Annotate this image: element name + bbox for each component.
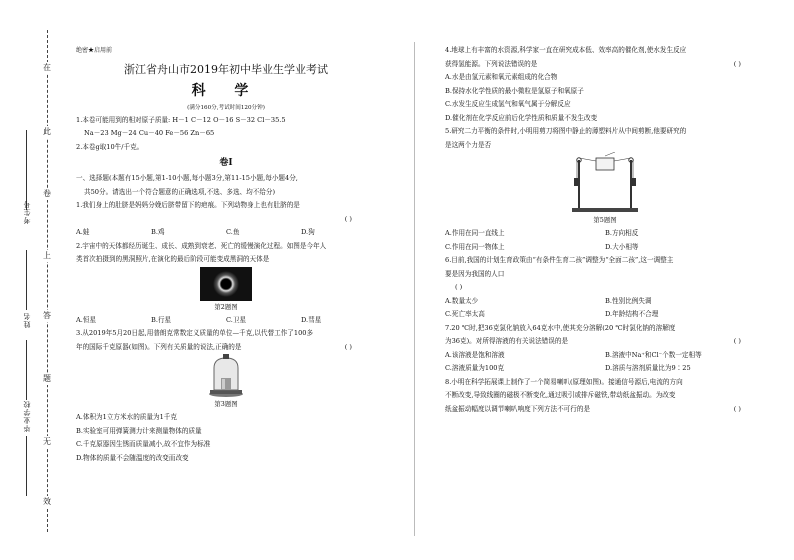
option: C.作用在同一物体上 (445, 242, 505, 251)
question-4-stem: 获得氢能源。下列说法错误的是 ( ) (445, 59, 741, 68)
option: B.鸡 (151, 228, 165, 236)
figure-3-caption: 第3题图 (214, 400, 238, 408)
kilogram-prototype-image (206, 354, 246, 398)
question-6-options (445, 295, 765, 309)
left-column (76, 44, 376, 465)
option: A.恒星 (76, 315, 97, 324)
option: C.水发生反应生成氢气和氧气属于分解反应 (445, 100, 571, 108)
subject-title: 科 学 (191, 82, 261, 99)
option: B.行星 (151, 315, 172, 324)
question-6-stem: 6.目前,我国的计划生育政策由“有条件生育二孩”调整为“全面二孩”,这一调整主 (445, 256, 674, 264)
question-4-stem: 4.地球上有丰富的水资源,科学家一直在研究成本低、效率高的催化剂,使水发生反应 (445, 46, 687, 54)
question-5-stem: 是这两个力是否 (445, 140, 492, 149)
question-5-options (445, 227, 765, 241)
force-balance-diagram (570, 152, 640, 214)
option: C.死亡率太高 (445, 310, 485, 318)
question-6-stem: 要是因为我国的人口 (445, 269, 505, 278)
school-label: 毕业学校 (23, 400, 31, 432)
binding-strip (0, 0, 74, 560)
field-line (26, 130, 27, 210)
seal-char: 上 (43, 251, 51, 260)
seal-char: 卷 (43, 189, 51, 198)
option: C.千克原器因生锈而质量减小,故不宜作为标准 (76, 440, 211, 448)
question-7-options (445, 349, 765, 363)
section-instructions: 一、选择题(本题有15小题,第1-10小题,每小题3分,第11-15小题,每小题4分, (76, 174, 298, 182)
score-time-note: (满分160分,考试时间120分钟) (187, 104, 265, 111)
option: A.数量太少 (445, 296, 479, 305)
question-8-stem: 8.小明在科学拓展课上制作了一个简易喇叭(原理如图)。接通信号源后,电流的方向 (445, 377, 683, 386)
option: B.方向相反 (605, 229, 639, 237)
question-7-stem: 为36克)。对所得溶液的有关说法错误的是 ( ) (445, 337, 741, 345)
option: A.作用在同一直线上 (445, 229, 505, 237)
answer-parentheses: ( ) (455, 283, 463, 291)
seal-char: 无 (43, 437, 51, 446)
option: A.该溶液是饱和溶液 (445, 350, 505, 359)
question-6-options (445, 308, 765, 322)
option: B.实验室可用弹簧测力计来测量物体的质量 (76, 426, 202, 435)
question-1-options (76, 226, 376, 240)
question-1-stem: 1.我们身上的肚脐是妈妈分娩后脐带留下的疤痕。下列动物身上也有肚脐的是 (76, 201, 300, 209)
option: A.水是由氢元素和氧元素组成的化合物 (445, 73, 558, 81)
option: D.年龄结构不合理 (605, 310, 659, 318)
seal-char: 此 (43, 127, 51, 136)
right-column (445, 44, 765, 416)
part-title: 卷I (219, 158, 233, 168)
question-8-stem: 不断改变,导致线圈的磁极不断变化,通过吸引或排斥磁铁,带动纸盆振动。为改变 (445, 391, 676, 399)
option: C.卫星 (226, 315, 247, 324)
question-2-stem: 类首次拍摄到的黑洞照片,在演化的最后阶段可能变成黑洞的天体是 (76, 255, 270, 263)
seal-char: 答 (43, 311, 51, 320)
option: D.狗 (301, 228, 315, 236)
question-3-stem: 3.从2019年5月20日起,用普朗克常数定义质量的单位—千克,以代替工作了100多 (76, 329, 314, 337)
column-divider (414, 42, 415, 536)
answer-parentheses: ( ) (344, 214, 352, 223)
question-8-stem: 纸盆振动幅度以调节喇叭响度下列方法不可行的是 ( ) (445, 404, 741, 413)
option: B.保持水化学性质的最小微粒是氢原子和氧原子 (445, 86, 584, 95)
option: D.催化剂在化学反应前后化学性质和质量不发生改变 (445, 113, 598, 122)
question-2-options (76, 314, 376, 328)
atomic-mass-line: Na－23 Mg－24 Cu－40 Fe－56 Zn－65 (84, 129, 215, 137)
question-3-stem: 年的国际千克原器(如图)。下列有关质量的说法,正确的是 ( ) (76, 342, 352, 351)
option: D.溶质与溶剂质量比为9∶25 (605, 364, 691, 372)
option: D.彗星 (301, 315, 322, 324)
figure-2-caption: 第2题图 (214, 302, 238, 311)
question-2-stem: 2.宇宙中的天体都经历诞生、成长、成熟到衰老、死亡的缓慢演化过程。如图是今年人 (76, 241, 327, 250)
seal-char: 效 (43, 497, 51, 506)
field-line (26, 340, 27, 400)
gravity-note: 2.本卷g取10牛/千克。 (76, 142, 144, 151)
exam-title: 浙江省舟山市2019年初中毕业生学业考试 (124, 62, 328, 76)
question-7-stem: 7.20 ℃时,把36克氯化钠放入64克水中,使其充分溶解(20 ℃时氯化钠的溶解度 (445, 323, 676, 332)
option: A.体积为1立方米水的质量为1千克 (76, 413, 177, 421)
student-id-label: 考生号 (23, 200, 31, 224)
question-7-options (445, 362, 765, 376)
option: D.物体的质量不会随温度的改变而改变 (76, 453, 189, 462)
option: D.大小相等 (605, 242, 639, 251)
option: B.溶液中Na⁺和Cl⁻个数一定相等 (605, 350, 702, 359)
option: C.溶液质量为100克 (445, 364, 505, 372)
option: C.鱼 (226, 228, 240, 236)
figure-5-caption: 第5题图 (593, 216, 617, 224)
section-instructions: 共50分。请选出一个符合题意的正确选项,不选、多选、均不给分) (84, 187, 276, 196)
seal-char: 题 (43, 374, 51, 383)
option: B.性别比例失调 (605, 296, 652, 305)
field-line (26, 250, 27, 310)
black-hole-image (200, 267, 252, 301)
secret-mark: 绝密★启用前 (76, 47, 113, 54)
question-5-stem: 5.研究二力平衡的条件时,小明用剪刀将图中静止的薄塑料片从中间剪断,他要研究的 (445, 127, 687, 135)
field-line (26, 436, 27, 496)
question-5-options (445, 241, 765, 255)
name-label: 姓名 (23, 312, 31, 328)
seal-dashed-line (47, 30, 48, 532)
atomic-mass-line: 1.本卷可能用到的相对原子质量: H－1 C－12 O－16 S－32 Cl－35.5 (76, 115, 286, 124)
option: A.蛙 (76, 228, 90, 236)
seal-char: 在 (43, 63, 51, 72)
